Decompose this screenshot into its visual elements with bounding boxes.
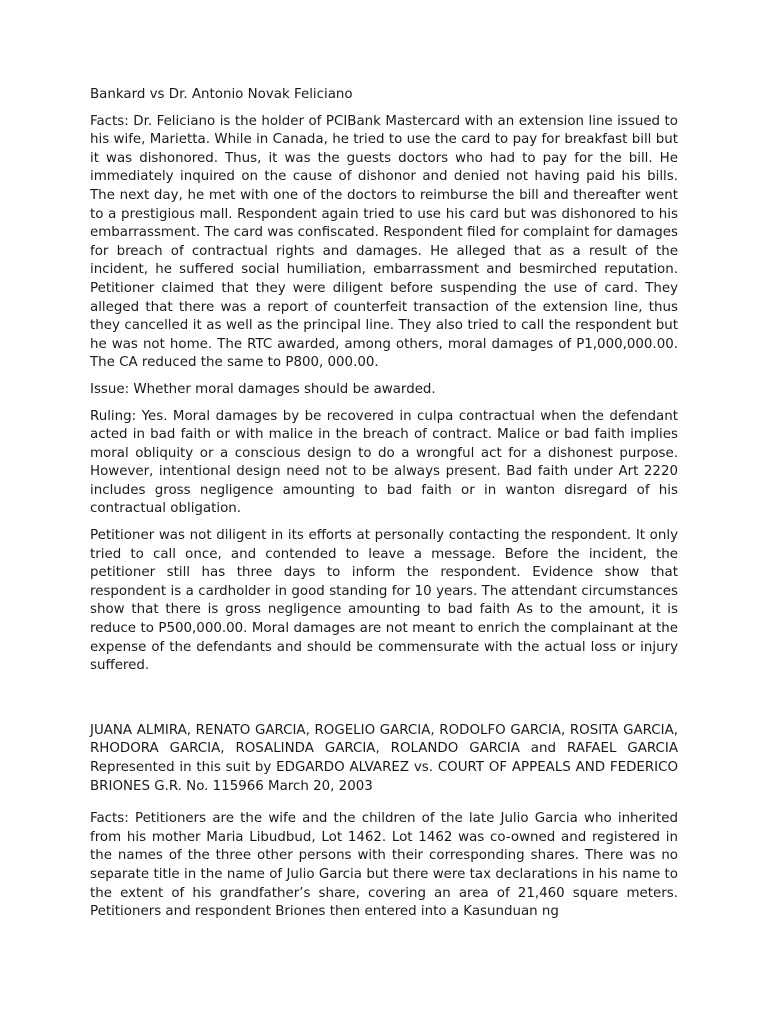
second-case-facts-paragraph: Facts: Petitioners are the wife and the children of the late Julio Garcia who inherited from his mother Maria Libudbud, Lot 1462. Lot 1462 was co-owned and registered in the names of the three other persons with their corresponding shares. There was no separate title in the name of Julio Garcia but there were tax declarations in his name to the extent of his grandfather’s share, covering an area of 21,460 square meters. Petitioners and respondent Briones then entered into a Kasunduan ng xyxy=(90,811,678,920)
document-page xyxy=(90,86,678,930)
second-case-heading: JUANA ALMIRA, RENATO GARCIA, ROGELIO GARCIA, RODOLFO GARCIA, ROSITA GARCIA, RHODORA GARCIA, ROSALINDA GARCIA, ROLANDO GARCIA and RAFAEL GARCIA Represented in this suit by EDGARDO ALVAREZ vs. COURT OF APPEALS AND FEDERICO BRIONES G.R. No. 115966 March 20, 2003 xyxy=(90,722,678,794)
case-title: Bankard vs Dr. Antonio Novak Feliciano xyxy=(90,87,353,102)
issue-paragraph: Issue: Whether moral damages should be awarded. xyxy=(90,381,436,397)
ruling-paragraph: Ruling: Yes. Moral damages by be recovered in culpa contractual when the defendant acted in bad faith or with malice in the breach of contract. Malice or bad faith implies moral obliquity or a conscious design to do a wrongful act for a dishonest purpose. However, intentional design need not to be always present. Bad faith under Art 2220 includes gross negligence amounting to bad faith or in wanton disregard of his contractual obligation. xyxy=(90,408,678,517)
ruling-continuation-paragraph: Petitioner was not diligent in its efforts at personally contacting the respondent. It only tried to call once, and contended to leave a message. Before the incident, the petitioner still has three days to inform the respondent. Evidence show that respondent is a cardholder in good standing for 10 years. The attendant circumstances show that there is gross negligence amounting to bad faith As to the amount, it is reduce to P500,000.00. Moral damages are not meant to enrich the complainant at the expense of the defendants and should be commensurate with the actual loss or injury suffered. xyxy=(90,528,678,674)
facts-paragraph: Facts: Dr. Feliciano is the holder of PCIBank Mastercard with an extension line issued to his wife, Marietta. While in Canada, he tried to use the card to pay for breakfast bill but it was dishonored. Thus, it was the guests doctors who had to pay for the bill. He immediately inquired on the cause of dishonor and denied not having paid his bills. The next day, he met with one of the doctors to reimburse the bill and thereafter went to a prestigious mall. Respondent again tried to use his card but was dishonored to his embarrassment. The card was confiscated. Respondent filed for complaint for damages for breach of contractual rights and damages. He alleged that as a result of the incident, he suffered social humiliation, embarrassment and besmirched reputation. Petitioner claimed that they were diligent before suspending the use of card. They alleged that there was a report of counterfeit transaction of the extension line, thus they cancelled it as well as the principal line. They also tried to call the respondent but he was not home. The RTC awarded, among others, moral damages of P1,000,000.00. The CA reduced the same to P800, 000.00. xyxy=(90,113,678,371)
